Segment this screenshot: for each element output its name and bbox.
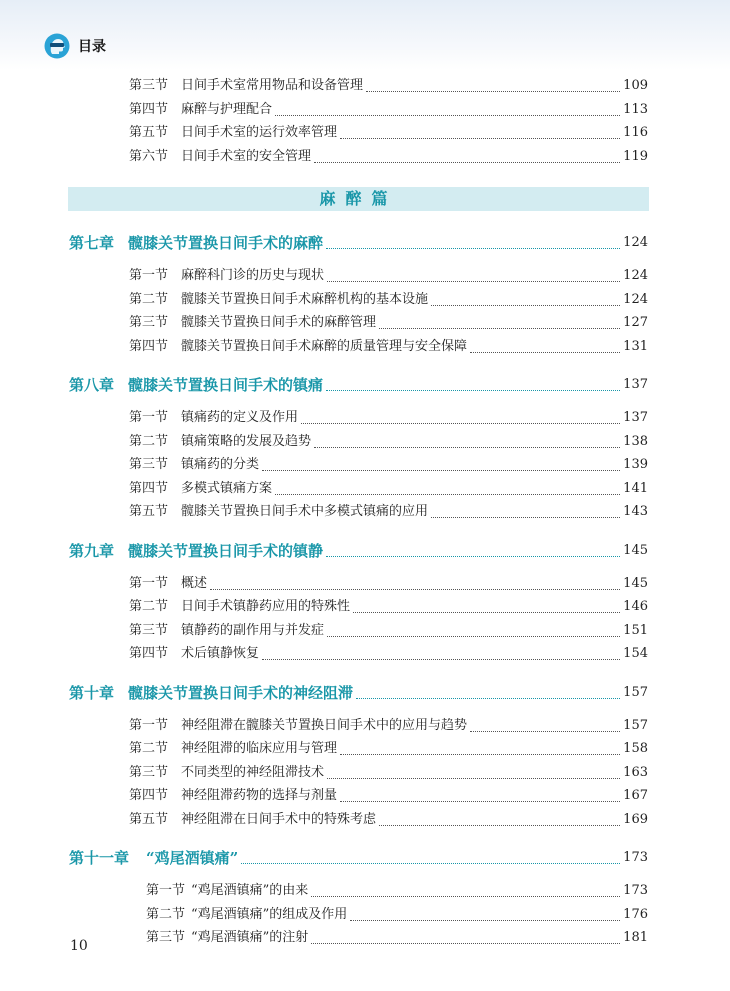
dot-leader — [326, 235, 620, 249]
dot-leader — [327, 268, 620, 282]
toc-section-row[interactable] — [0, 123, 730, 145]
toc-chapter-row[interactable] — [0, 541, 730, 563]
section-title: 神经阻滞的临床应用与管理 — [181, 741, 338, 756]
chapter-title: 髋膝关节置换日间手术的神经阻滞 — [128, 683, 354, 702]
section-number: 第一节 — [129, 575, 169, 591]
section-number: 第二节 — [129, 599, 169, 614]
section-title: 髋膝关节置换日间手术的麻醉管理 — [181, 315, 377, 330]
page-number-ref: 124 — [623, 291, 648, 307]
chapter-number: 第七章 — [69, 234, 115, 252]
dot-leader — [314, 149, 620, 163]
section-title: “鸡尾酒镇痛”的注射 — [191, 930, 309, 945]
head-profile-icon — [44, 33, 70, 59]
section-number: 第三节 — [129, 764, 169, 780]
toc-section-row[interactable] — [0, 337, 730, 359]
page-number-ref: 139 — [623, 457, 648, 472]
section-title: 不同类型的神经阻滞技术 — [181, 764, 325, 780]
toc-section-row[interactable] — [0, 266, 730, 288]
section-title: 麻醉科门诊的历史与现状 — [181, 268, 325, 283]
dot-leader — [275, 102, 620, 116]
toc-chapter-row[interactable] — [0, 375, 730, 397]
section-title: 髋膝关节置换日间手术麻醉的质量管理与安全保障 — [181, 338, 468, 354]
section-title: “鸡尾酒镇痛”的由来 — [191, 883, 309, 898]
page-number-ref: 137 — [623, 410, 648, 425]
section-number: 第四节 — [129, 646, 169, 661]
dot-leader — [356, 685, 620, 699]
toc-section-row[interactable] — [0, 716, 730, 738]
section-title: 神经阻滞药物的选择与剂量 — [181, 788, 338, 803]
toc-section-row[interactable] — [0, 621, 730, 643]
toc-section-row[interactable] — [0, 597, 730, 619]
section-title: “鸡尾酒镇痛”的组成及作用 — [191, 906, 348, 922]
section-number: 第三节 — [146, 930, 186, 945]
dot-leader — [340, 788, 620, 802]
section-title: 镇痛药的定义及作用 — [181, 410, 299, 425]
page-number: 10 — [70, 938, 88, 954]
dot-leader — [470, 718, 620, 732]
page-number-ref: 119 — [623, 148, 648, 164]
page-number-ref: 138 — [623, 433, 648, 449]
dot-leader — [326, 377, 620, 391]
section-title: 神经阻滞在髋膝关节置换日间手术中的应用与趋势 — [181, 717, 468, 733]
section-number: 第三节 — [129, 622, 169, 638]
page-number-ref: 181 — [623, 930, 648, 945]
chapter-number: 第九章 — [69, 541, 115, 560]
dot-leader — [470, 339, 620, 353]
dot-leader — [431, 292, 620, 306]
section-title: 术后镇静恢复 — [181, 646, 260, 661]
toc-section-row[interactable] — [0, 479, 730, 501]
section-number: 第一节 — [129, 717, 169, 733]
part-banner — [68, 187, 649, 211]
dot-leader — [262, 457, 620, 471]
chapter-title: “鸡尾酒镇痛” — [146, 849, 239, 867]
page-header-title: 目录 — [78, 39, 106, 55]
toc-chapter-row[interactable] — [0, 848, 730, 870]
section-title: 概述 — [181, 575, 208, 591]
page-number-ref: 131 — [623, 338, 648, 354]
page-number-ref: 143 — [623, 504, 648, 519]
page-number-ref: 141 — [623, 480, 648, 496]
toc-section-row[interactable] — [0, 100, 730, 122]
dot-leader — [327, 765, 620, 779]
page-number-ref: 158 — [623, 741, 648, 756]
section-number: 第二节 — [129, 433, 169, 449]
section-title: 日间手术室常用物品和设备管理 — [181, 78, 364, 93]
dot-leader — [340, 125, 620, 139]
dot-leader — [353, 599, 620, 613]
dot-leader — [210, 576, 620, 590]
section-number: 第一节 — [129, 410, 169, 425]
page-number-ref: 145 — [623, 542, 648, 558]
page-number-ref: 167 — [623, 788, 648, 803]
section-number: 第五节 — [129, 504, 169, 519]
toc-section-row[interactable] — [0, 455, 730, 477]
section-number: 第四节 — [129, 101, 169, 117]
chapter-title: 髋膝关节置换日间手术的镇静 — [128, 541, 324, 560]
section-title: 神经阻滞在日间手术中的特殊考虑 — [181, 811, 377, 827]
toc-section-row[interactable] — [0, 786, 730, 808]
section-number: 第四节 — [129, 788, 169, 803]
toc-chapter-row[interactable] — [0, 233, 730, 255]
toc-section-row[interactable] — [0, 928, 730, 950]
section-title: 日间手术室的运行效率管理 — [181, 125, 338, 140]
toc-section-row[interactable] — [0, 644, 730, 666]
section-number: 第一节 — [129, 268, 169, 283]
page-number-ref: 113 — [623, 101, 648, 117]
toc-section-row[interactable] — [0, 763, 730, 785]
toc-section-row[interactable] — [0, 408, 730, 430]
section-title: 日间手术镇静药应用的特殊性 — [181, 599, 351, 614]
page-number-ref: 154 — [623, 646, 648, 661]
section-number: 第三节 — [129, 78, 169, 93]
page-number-ref: 176 — [623, 906, 648, 922]
dot-leader — [241, 850, 620, 864]
chapter-title: 髋膝关节置换日间手术的麻醉 — [128, 234, 324, 252]
section-number: 第六节 — [129, 148, 169, 164]
toc-section-row[interactable] — [0, 810, 730, 832]
page-number-ref: 163 — [623, 764, 648, 780]
chapter-number: 第八章 — [69, 376, 115, 394]
chapter-number: 第十章 — [69, 683, 115, 702]
page-number-ref: 124 — [623, 235, 648, 250]
dot-leader — [379, 315, 620, 329]
dot-leader — [327, 623, 620, 637]
toc-section-row[interactable] — [0, 905, 730, 927]
section-title: 麻醉与护理配合 — [181, 101, 273, 117]
page-number-ref: 173 — [623, 850, 648, 865]
dot-leader — [311, 883, 620, 897]
toc-section-row[interactable] — [0, 574, 730, 596]
dot-leader — [301, 410, 620, 424]
chapter-title: 髋膝关节置换日间手术的镇痛 — [128, 376, 324, 394]
dot-leader — [326, 543, 620, 557]
page-number-ref: 127 — [623, 315, 648, 330]
section-number: 第五节 — [129, 125, 169, 140]
page-number-ref: 116 — [623, 125, 648, 140]
section-number: 第三节 — [129, 315, 169, 330]
section-number: 第五节 — [129, 811, 169, 827]
page-number-ref: 146 — [623, 599, 648, 614]
dot-leader — [311, 930, 620, 944]
section-number: 第四节 — [129, 338, 169, 354]
page-number-ref: 151 — [623, 622, 648, 638]
section-number: 第一节 — [146, 883, 186, 898]
toc-section-row[interactable] — [0, 76, 730, 98]
section-number: 第二节 — [129, 291, 169, 307]
dot-leader — [366, 78, 620, 92]
dot-leader — [275, 481, 620, 495]
dot-leader — [340, 741, 620, 755]
page-number-ref: 169 — [623, 811, 648, 827]
section-number: 第三节 — [129, 457, 169, 472]
toc-section-row[interactable] — [0, 290, 730, 312]
section-number: 第二节 — [146, 906, 186, 922]
section-number: 第二节 — [129, 741, 169, 756]
page-number-ref: 137 — [623, 377, 648, 392]
page-number-ref: 157 — [623, 717, 648, 733]
chapter-number: 第十一章 — [69, 849, 130, 867]
section-title: 髋膝关节置换日间手术麻醉机构的基本设施 — [181, 291, 429, 307]
section-title: 镇痛策略的发展及趋势 — [181, 433, 312, 449]
page-number-ref: 157 — [623, 684, 648, 700]
page-number-ref: 124 — [623, 268, 648, 283]
toc-section-row[interactable] — [0, 502, 730, 524]
dot-leader — [314, 434, 620, 448]
toc-section-row[interactable] — [0, 739, 730, 761]
part-title: 麻醉篇 — [319, 189, 398, 208]
page-number-ref: 145 — [623, 575, 648, 591]
header-bar — [0, 0, 730, 70]
dot-leader — [350, 907, 620, 921]
section-title: 镇痛药的分类 — [181, 457, 260, 472]
toc-section-row[interactable] — [0, 881, 730, 903]
dot-leader — [262, 646, 620, 660]
page-number-ref: 109 — [623, 78, 648, 93]
toc-chapter-row[interactable] — [0, 683, 730, 705]
dot-leader — [431, 504, 620, 518]
section-title: 髋膝关节置换日间手术中多模式镇痛的应用 — [181, 504, 429, 519]
toc-section-row[interactable] — [0, 432, 730, 454]
dot-leader — [379, 812, 620, 826]
toc-section-row[interactable] — [0, 313, 730, 335]
page-number-ref: 173 — [623, 883, 648, 898]
section-number: 第四节 — [129, 480, 169, 496]
section-title: 镇静药的副作用与并发症 — [181, 622, 325, 638]
section-title: 多模式镇痛方案 — [181, 480, 273, 496]
toc-section-row[interactable] — [0, 147, 730, 169]
section-title: 日间手术室的安全管理 — [181, 148, 312, 164]
